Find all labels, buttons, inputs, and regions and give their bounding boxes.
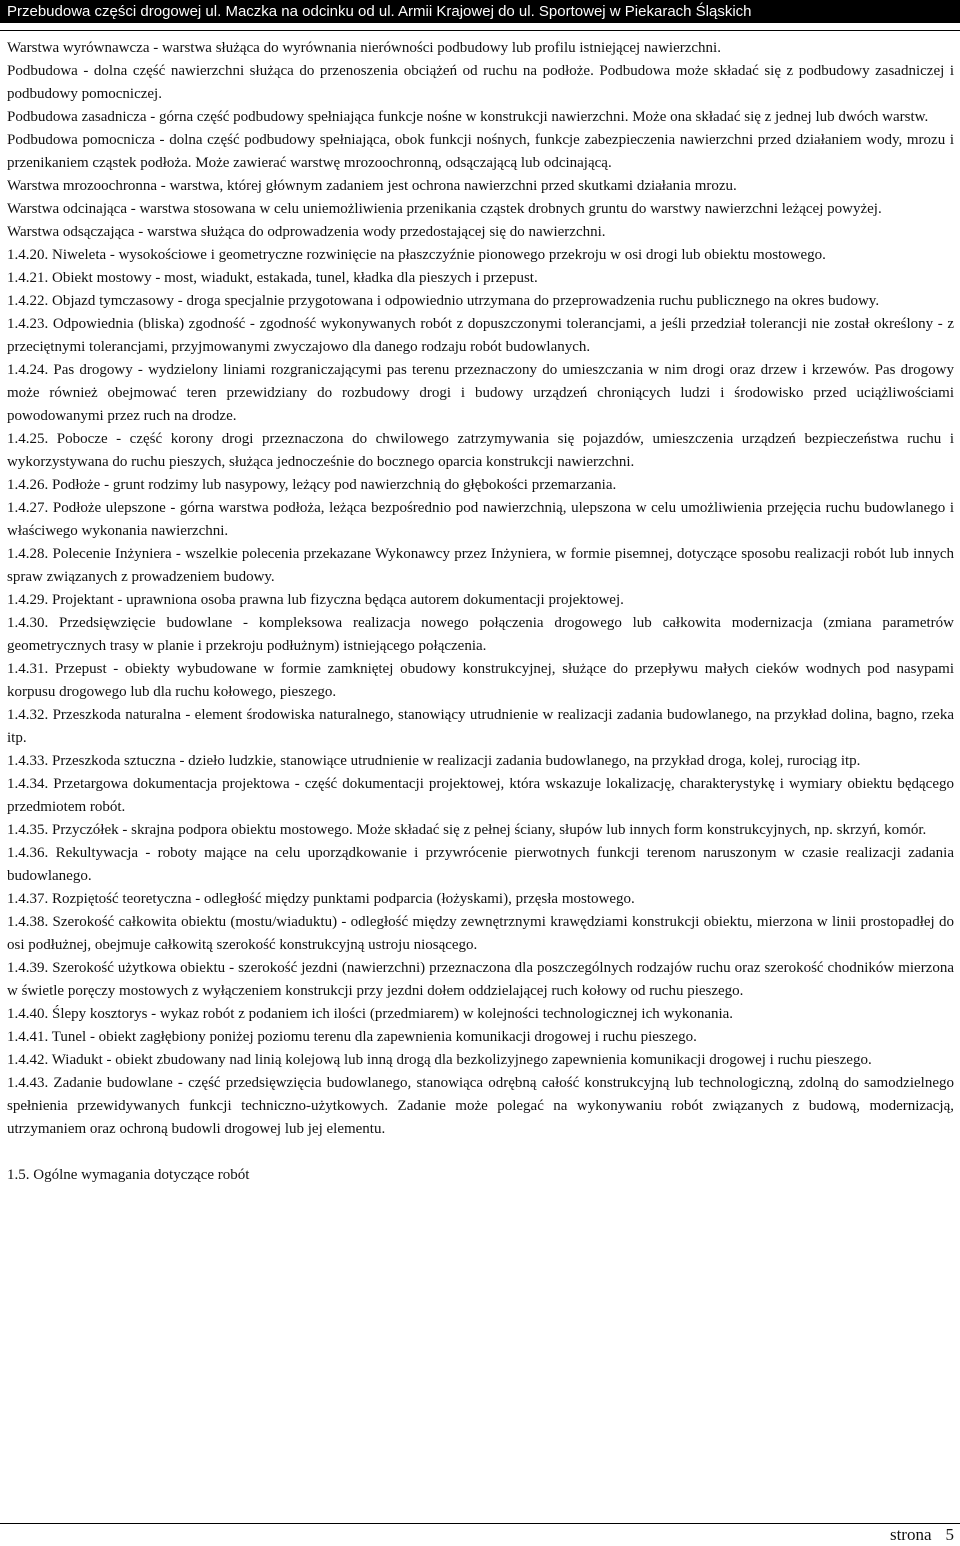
definition-1-4-34: 1.4.34. Przetargowa dokumentacja projektowa - część dokumentacji projektowej, która wskazuje lokalizację, charakterystykę i wymiary obiektu będącego przedmiotem robót. xyxy=(7,776,954,815)
definition-1-4-31: 1.4.31. Przepust - obiekty wybudowane w formie zamkniętej obudowy konstrukcyjnej, służące do przepływu małych cieków wodnych pod nasypami korpusu drogowego lub dla ruchu kołowego, pieszego. xyxy=(7,661,954,700)
definition-1-4-30: 1.4.30. Przedsięwzięcie budowlane - kompleksowa realizacja nowego połączenia drogowego lub całkowita modernizacja (zmiana parametrów geometrycznych trasy w planie i przekroju podłużnym) istniejącego połączenia. xyxy=(7,615,954,654)
paragraph-warstwa-odsaczajaca: Warstwa odsączająca - warstwa służąca do odprowadzenia wody przedostającej się do nawierzchni. xyxy=(7,224,606,240)
definition-1-4-27: 1.4.27. Podłoże ulepszone - górna warstwa podłoża, leżąca bezpośrednio pod nawierzchnią, ulepszona w celu umożliwienia przejęcia ruchu budowlanego i właściwego wykonania nawierzchni. xyxy=(7,500,954,539)
definition-1-4-32: 1.4.32. Przeszkoda naturalna - element środowiska naturalnego, stanowiący utrudnienie w realizacji zadania budowlanego, na przykład dolina, bagno, rzeka itp. xyxy=(7,707,954,746)
page-label: strona xyxy=(889,1525,932,1544)
definition-1-4-23: 1.4.23. Odpowiednia (bliska) zgodność - zgodność wykonywanych robót z dopuszczonymi tolerancjami, a jeśli przedział tolerancji nie został określony - z przeciętnymi tolerancjami, przyjmowanymi zwyczajowo dla danego rodzaju robót budowlanych. xyxy=(7,316,954,355)
document-body xyxy=(7,37,954,1187)
definition-1-4-41: 1.4.41. Tunel - obiekt zagłębiony poniżej poziomu terenu dla zapewnienia komunikacji drogowej i ruchu pieszego. xyxy=(7,1029,697,1045)
footer-divider xyxy=(0,1523,960,1524)
definition-1-4-22: 1.4.22. Objazd tymczasowy - droga specjalnie przygotowana i odpowiednio utrzymana do przeprowadzenia ruchu publicznego na okres budowy. xyxy=(7,293,880,309)
definition-1-4-37: 1.4.37. Rozpiętość teoretyczna - odległość między punktami podparcia (łożyskami), przęsła mostowego. xyxy=(7,891,635,907)
definition-1-4-39: 1.4.39. Szerokość użytkowa obiektu - szerokość jezdni (nawierzchni) przeznaczona dla poszczególnych rodzajów ruchu oraz szerokość chodników mierzona w świetle poręczy mostowych z wyłączeniem konstrukcji przy jezdni dołem oddzielającej ruch kołowy od ruchu pieszego. xyxy=(7,960,954,999)
definition-1-4-24: 1.4.24. Pas drogowy - wydzielony liniami rozgraniczającymi pas terenu przeznaczony do umieszczania w nim drogi oraz drzew i krzewów. Pas drogowy może również obejmować teren przewidziany do rozbudowy drogi i budowy urządzeń chroniących ludzi i środowisko przed uciążliwościami powodowanymi przez ruch na drodze. xyxy=(7,362,954,424)
definition-1-4-25: 1.4.25. Pobocze - część korony drogi przeznaczona do chwilowego zatrzymywania się pojazdów, umieszczenia urządzeń bezpieczeństwa ruchu i wykorzystywana do ruchu pieszych, służąca jednocześnie do bocznego oparcia konstrukcji nawierzchni. xyxy=(7,431,954,470)
definition-1-4-28: 1.4.28. Polecenie Inżyniera - wszelkie polecenia przekazane Wykonawcy przez Inżyniera, w formie pisemnej, dotyczące sposobu realizacji robót lub innych spraw związanych z prowadzeniem budowy. xyxy=(7,546,954,585)
document-title: Przebudowa części drogowej ul. Maczka na odcinku od ul. Armii Krajowej do ul. Sportowej w Piekarach Śląskich xyxy=(7,3,752,20)
header-divider xyxy=(0,30,960,31)
paragraph-warstwa-odcinajaca: Warstwa odcinająca - warstwa stosowana w celu uniemożliwienia przenikania cząstek drobnych gruntu do warstwy nawierzchni leżącej powyżej. xyxy=(7,201,882,217)
paragraph-warstwa-wyrownawcza: Warstwa wyrównawcza - warstwa służąca do wyrównania nierówności podbudowy lub profilu istniejącej nawierzchni. xyxy=(7,40,721,56)
definition-1-4-35: 1.4.35. Przyczółek - skrajna podpora obiektu mostowego. Może składać się z pełnej ściany, słupów lub innych form konstrukcyjnych, np. skrzyń, komór. xyxy=(7,822,927,838)
definition-1-4-43: 1.4.43. Zadanie budowlane - część przedsięwzięcia budowlanego, stanowiąca odrębną całość konstrukcyjną lub technologiczną, zdolną do samodzielnego spełnienia przewidywanych funkcji techniczno-użytkowych. Zadanie może polegać na wykonywaniu robót związanych z budową, modernizacją, utrzymaniem oraz ochroną budowli drogowej lub jej elementu. xyxy=(7,1075,954,1137)
page-footer xyxy=(890,1524,954,1546)
paragraph-warstwa-mrozoochronna: Warstwa mrozoochronna - warstwa, której głównym zadaniem jest ochrona nawierzchni przed skutkami działania mrozu. xyxy=(7,178,737,194)
definition-1-4-33: 1.4.33. Przeszkoda sztuczna - dzieło ludzkie, stanowiące utrudnienie w realizacji zadania budowlanego, na przykład droga, kolej, rurociąg itp. xyxy=(7,753,861,769)
definition-1-4-21: 1.4.21. Obiekt mostowy - most, wiadukt, estakada, tunel, kładka dla pieszych i przepust. xyxy=(7,270,538,286)
definition-1-4-29: 1.4.29. Projektant - uprawniona osoba prawna lub fizyczna będąca autorem dokumentacji projektowej. xyxy=(7,592,624,608)
page-number: 5 xyxy=(945,1525,954,1544)
paragraph-podbudowa: Podbudowa - dolna część nawierzchni służąca do przenoszenia obciążeń od ruchu na podłoże. Podbudowa może składać się z podbudowy zasadniczej i podbudowy pomocniczej. xyxy=(7,63,954,102)
definition-1-4-36: 1.4.36. Rekultywacja - roboty mające na celu uporządkowanie i przywrócenie pierwotnych funkcji terenom naruszonym w czasie realizacji zadania budowlanego. xyxy=(7,845,954,884)
section-heading-1-5: 1.5. Ogólne wymagania dotyczące robót xyxy=(7,1167,250,1183)
paragraph-podbudowa-pomocnicza: Podbudowa pomocnicza - dolna część podbudowy spełniająca, obok funkcji nośnych, funkcje zabezpieczenia nawierzchni przed działaniem wody, mrozu i przenikaniem cząstek podłoża. Może zawierać warstwę mrozoochronną, odsączającą lub odcinającą. xyxy=(7,132,954,171)
paragraph-podbudowa-zasadnicza: Podbudowa zasadnicza - górna część podbudowy spełniająca funkcje nośne w konstrukcji nawierzchni. Może ona składać się z jednej lub dwóch warstw. xyxy=(7,109,929,125)
definition-1-4-40: 1.4.40. Ślepy kosztorys - wykaz robót z podaniem ich ilości (przedmiarem) w kolejności technologicznej ich wykonania. xyxy=(7,1006,734,1022)
document-header xyxy=(0,0,960,23)
definition-1-4-20: 1.4.20. Niweleta - wysokościowe i geometryczne rozwinięcie na płaszczyźnie pionowego przekroju w osi drogi lub obiektu mostowego. xyxy=(7,247,826,263)
definition-1-4-38: 1.4.38. Szerokość całkowita obiektu (mostu/wiaduktu) - odległość między zewnętrznymi krawędziami konstrukcji obiektu, mierzona w linii prostopadłej do osi podłużnej, obejmuje całkowitą szerokość konstrukcyjną ustroju niosącego. xyxy=(7,914,954,953)
definition-1-4-26: 1.4.26. Podłoże - grunt rodzimy lub nasypowy, leżący pod nawierzchnią do głębokości przemarzania. xyxy=(7,477,617,493)
definition-1-4-42: 1.4.42. Wiadukt - obiekt zbudowany nad linią kolejową lub inną drogą dla bezkolizyjnego zapewnienia komunikacji drogowej i ruchu pieszego. xyxy=(7,1052,872,1068)
